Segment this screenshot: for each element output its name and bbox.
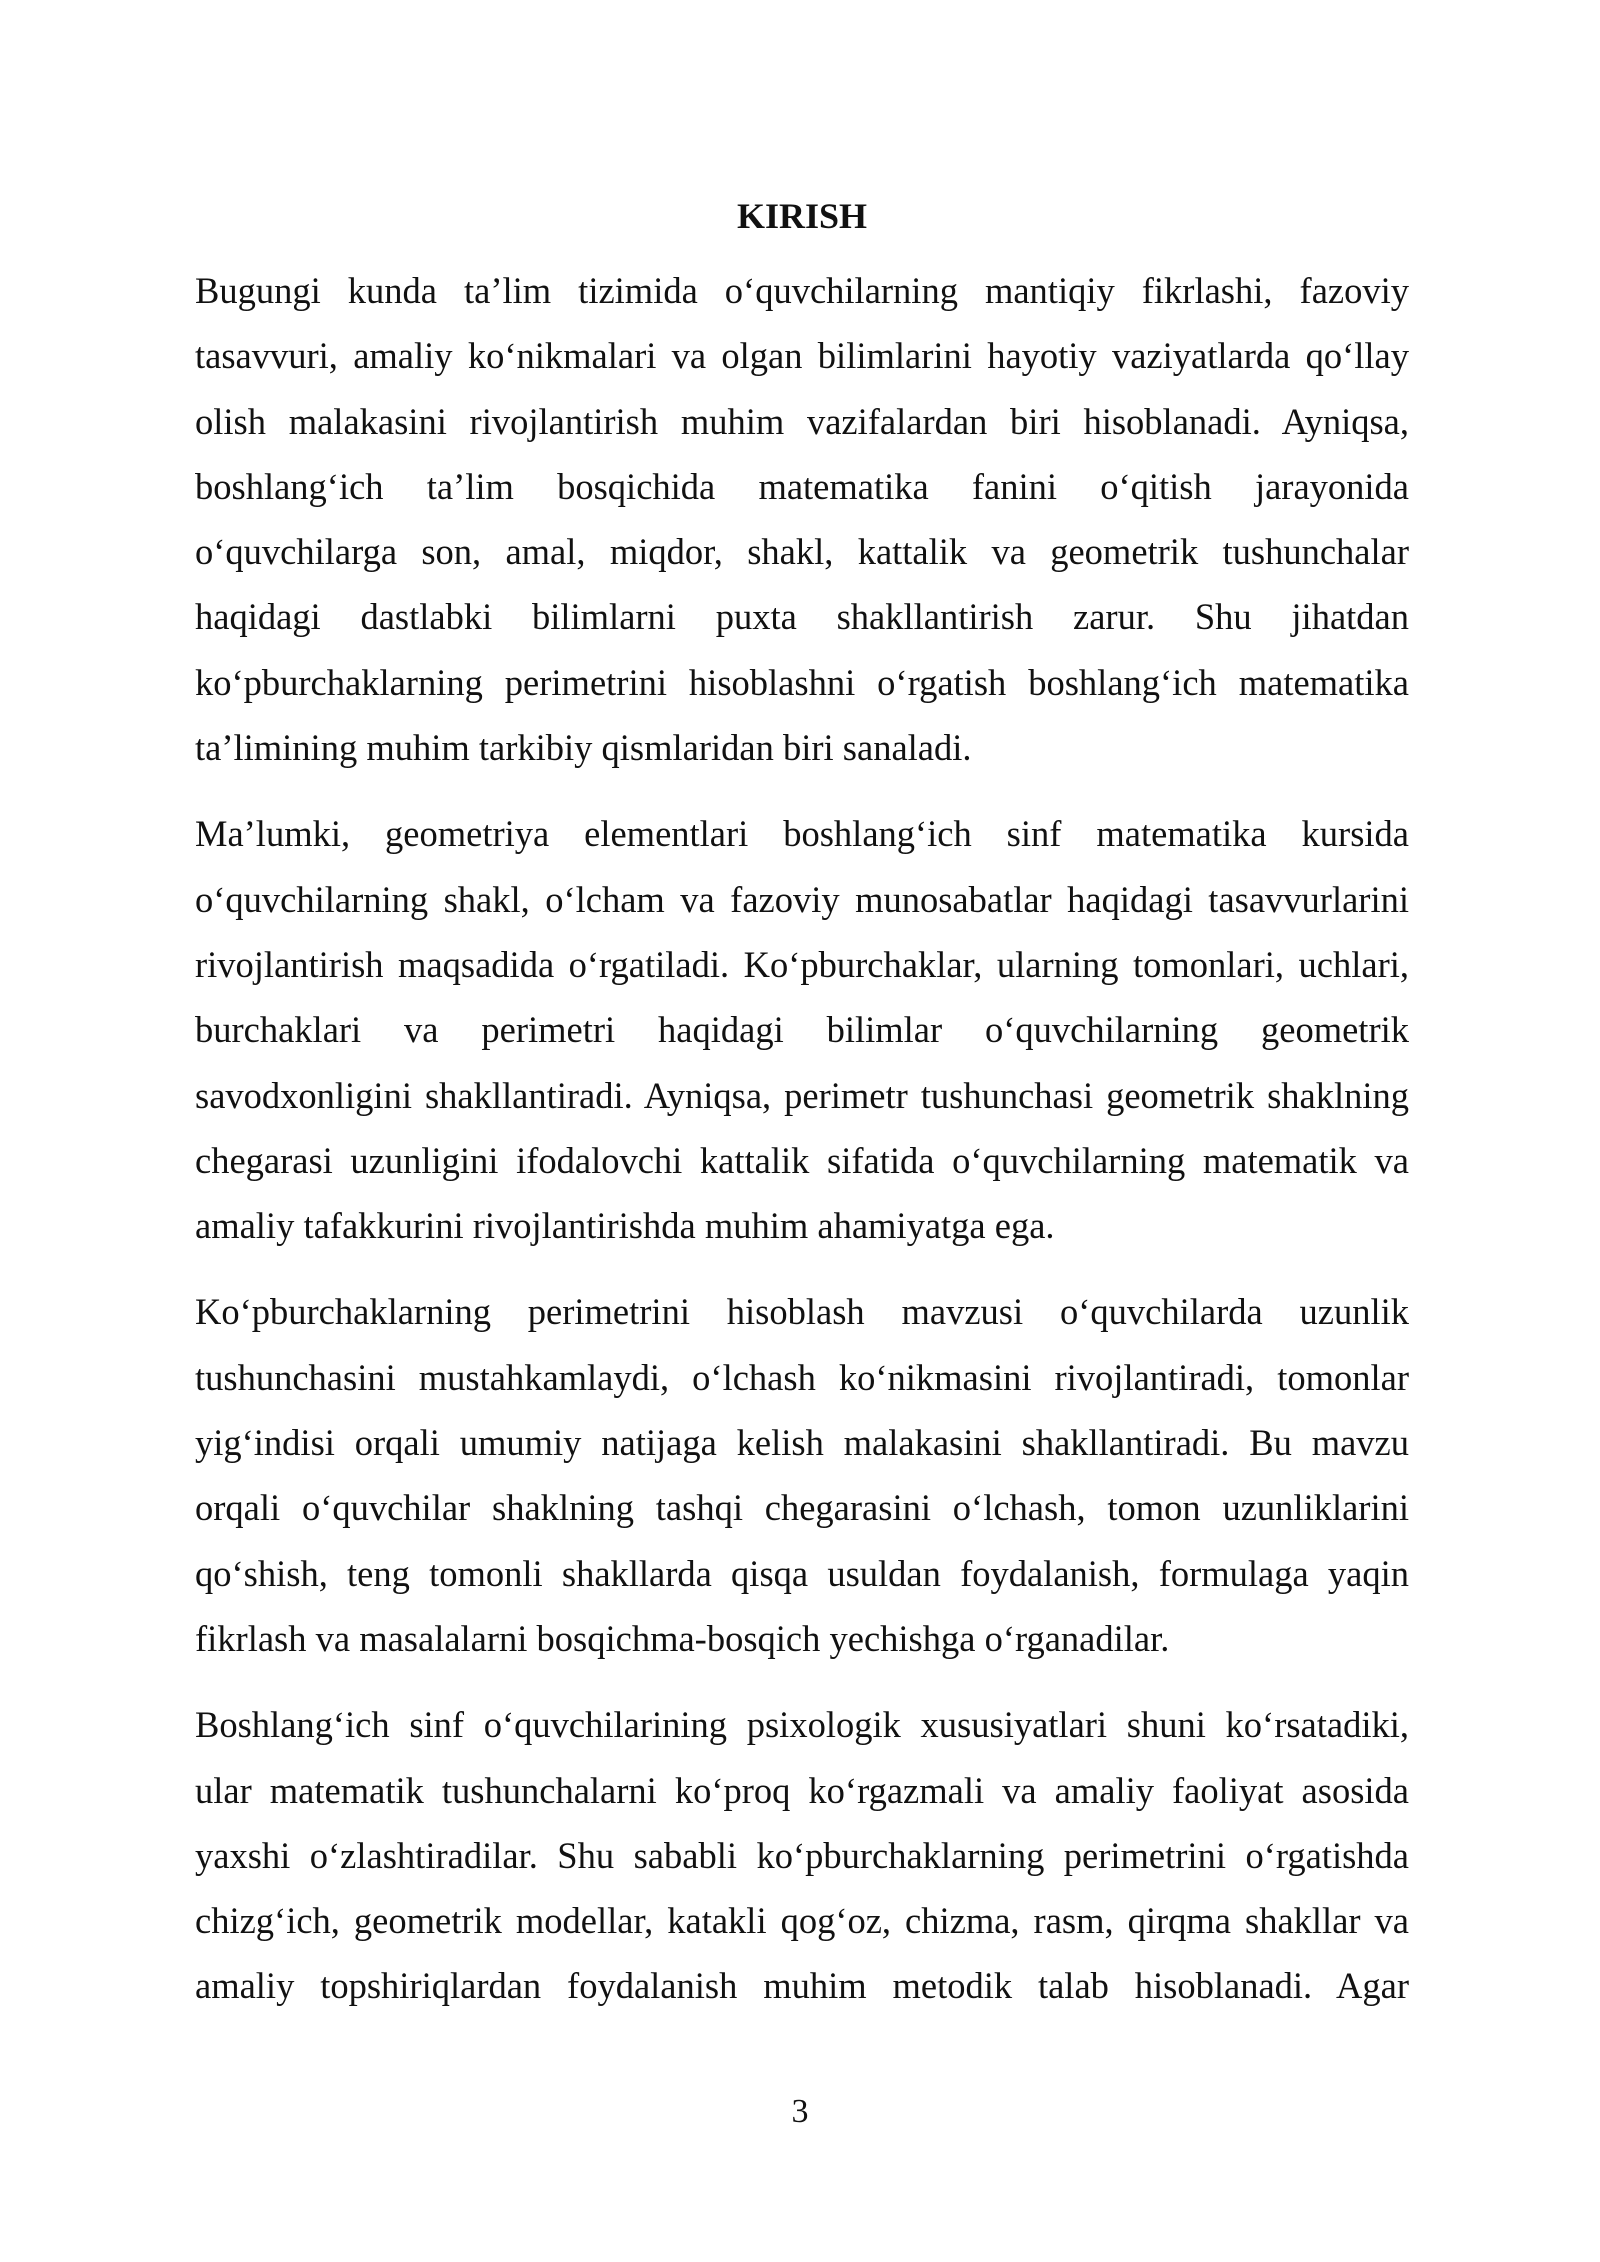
page-number: 3 bbox=[791, 2093, 809, 2130]
page-content bbox=[195, 190, 1409, 2040]
paragraph-3: Ko‘pburchaklarning perimetrini hisoblash mavzusi o‘quvchilarda uzunlik tushunchasini mustahkamlaydi, o‘lchash ko‘nikmasini rivojlantiradi, tomonlar yig‘indisi orqali umumiy natijaga kelish malakasini shakllantiradi. Bu mavzu orqali o‘quvchilar shaklning tashqi chegarasini o‘lchash, tomon uzunliklarini qo‘shish, teng tomonli shakllarda qisqa usuldan foydalanish, formulaga yaqin fikrlash va masalalarni bosqichma-bosqich yechishga o‘rganadilar. bbox=[195, 1291, 1409, 1659]
paragraph-2: Ma’lumki, geometriya elementlari boshlang‘ich sinf matematika kursida o‘quvchilarning shakl, o‘lcham va fazoviy munosabatlar haqidagi tasavvurlarini rivojlantirish maqsadida o‘rgatiladi. Ko‘pburchaklar, ularning tomonlari, uchlari, burchaklari va perimetri haqidagi bilimlar o‘quvchilarning geometrik savodxonligini shakllantiradi. Ayniqsa, perimetr tushunchasi geometrik shaklning chegarasi uzunligini ifodalovchi kattalik sifatida o‘quvchilarning matematik va amaliy tafakkurini rivojlantirishda muhim ahamiyatga ega. bbox=[195, 813, 1409, 1247]
paragraph-4: Boshlang‘ich sinf o‘quvchilarining psixologik xususiyatlari shuni ko‘rsatadiki, ular matematik tushunchalarni ko‘proq ko‘rgazmali va amaliy faoliyat asosida yaxshi o‘zlashtiradilar. Shu sababli ko‘pburchaklarning perimetrini o‘rgatishda chizg‘ich, geometrik modellar, katakli qog‘oz, chizma, rasm, qirqma shakllar va amaliy topshiriqlardan foydalanish muhim metodik talab hisoblanadi. Agar bbox=[195, 1704, 1409, 2007]
section-heading: KIRISH bbox=[736, 196, 868, 236]
paragraph-1: Bugungi kunda ta’lim tizimida o‘quvchilarning mantiqiy fikrlashi, fazoviy tasavvuri, amaliy ko‘nikmalari va olgan bilimlarini hayotiy vaziyatlarda qo‘llay olish malakasini rivojlantirish muhim vazifalardan biri hisoblanadi. Ayniqsa, boshlang‘ich ta’lim bosqichida matematika fanini o‘qitish jarayonida o‘quvchilarga son, amal, miqdor, shakl, kattalik va geometrik tushunchalar haqidagi dastlabki bilimlarni puxta shakllantirish zarur. Shu jihatdan ko‘pburchaklarning perimetrini hisoblashni o‘rgatish boshlang‘ich matematika ta’limining muhim tarkibiy qismlaridan biri sanaladi. bbox=[195, 270, 1409, 769]
